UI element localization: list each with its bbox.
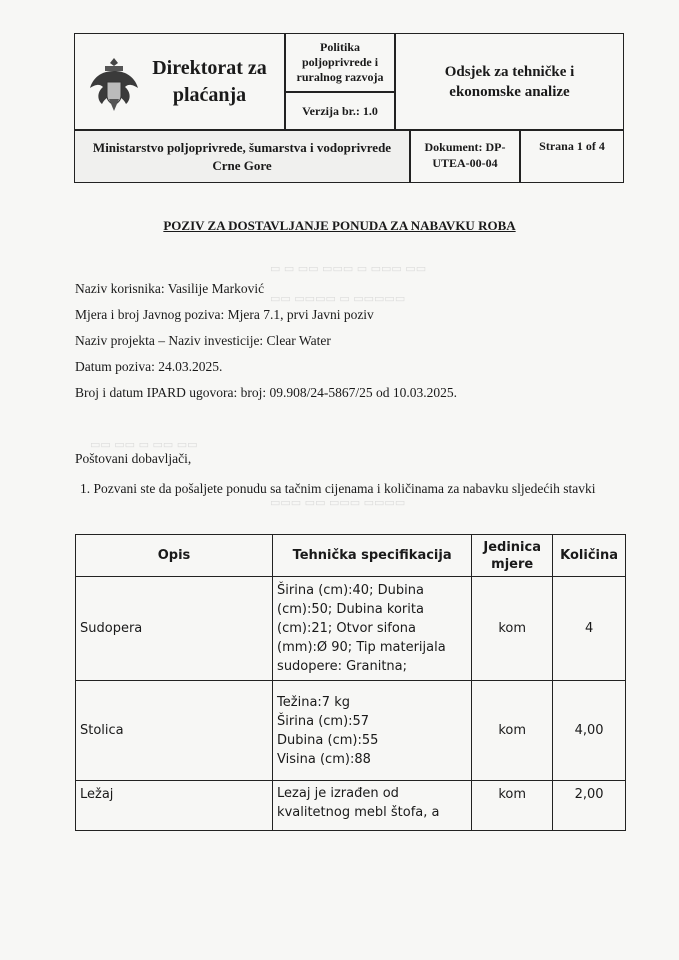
document-code: Dokument: DP-UTEA-00-04 <box>424 140 506 170</box>
table-row <box>76 781 626 831</box>
policy-cell <box>285 34 395 92</box>
spec-line: Širina (cm):57 <box>277 713 370 729</box>
policy-text: Politika poljoprivrede i ruralnog razvoja <box>296 40 384 84</box>
ministry-cell <box>75 130 410 182</box>
item-spec <box>273 577 472 681</box>
item-opis: Ležaj <box>76 781 273 831</box>
ministry-text: Ministarstvo poljoprivrede, šumarstva i vodoprivrede Crne Gore <box>92 139 392 173</box>
item-unit: kom <box>472 681 553 781</box>
department-cell <box>395 34 623 130</box>
bleed-through: ▭▭▭ ▭▭ ▭▭▭ ▭▭▭▭ <box>270 496 406 509</box>
page-cell <box>520 130 623 182</box>
project-field: Naziv projekta – Naziv investicije: Clear Water <box>75 333 331 348</box>
item-opis: Sudopera <box>76 577 273 681</box>
table-row <box>76 577 626 681</box>
instruction: 1. Pozvani ste da pošaljete ponudu sa tačnim cijenama i količinama za nabavku sljedećih stavki <box>80 481 596 496</box>
beneficiary-field: Naziv korisnika: Vasilije Marković <box>75 281 265 296</box>
item-unit: kom <box>472 781 553 831</box>
bleed-through: ▭▭ ▭▭▭▭ ▭ ▭▭▭▭▭ <box>270 292 406 305</box>
measure-field: Mjera i broj Javnog poziva: Mjera 7.1, prvi Javni poziv <box>75 307 374 322</box>
item-qty: 4 <box>553 577 626 681</box>
version-text: Verzija br.: 1.0 <box>302 103 378 118</box>
col-qty: Količina <box>553 535 626 577</box>
spec-line: Visina (cm):88 <box>277 751 371 767</box>
item-opis: Stolica <box>76 681 273 781</box>
organization-name: Direktorat za plaćanja <box>152 56 267 106</box>
spec-line: (mm):Ø 90; Tip materijala <box>277 640 446 655</box>
greeting: Poštovani dobavljači, <box>75 451 192 466</box>
items-table <box>75 534 626 831</box>
contract-field: Broj i datum IPARD ugovora: broj: 09.908/24-5867/25 od 10.03.2025. <box>75 385 457 400</box>
item-unit: kom <box>472 577 553 681</box>
table-header-row <box>76 535 626 577</box>
spec-line: Dubina (cm):55 <box>277 732 379 748</box>
item-qty: 4,00 <box>553 681 626 781</box>
bleed-through: ▭ ▭ ▭▭ ▭▭▭ ▭ ▭▭▭ ▭▭ <box>270 262 427 275</box>
spec-line: Lezaj je izrađen od <box>277 786 399 801</box>
item-spec <box>273 781 472 831</box>
page-title: POZIV ZA DOSTAVLJANJE PONUDA ZA NABAVKU ROBA <box>163 218 516 233</box>
organization-cell <box>75 34 285 130</box>
coat-of-arms-icon <box>87 54 141 116</box>
spec-line: sudopere: Granitna; <box>277 659 408 674</box>
spec-line: kvalitetnog mebl štofa, a <box>277 805 440 820</box>
page-number: Strana 1 of 4 <box>539 139 605 153</box>
bleed-through: ▭▭ ▭▭ ▭ ▭▭ ▭▭ <box>90 438 198 451</box>
item-spec <box>273 681 472 781</box>
version-cell <box>285 92 395 130</box>
item-qty: 2,00 <box>553 781 626 831</box>
col-unit: Jedinica mjere <box>472 535 553 577</box>
spec-line: Širina (cm):40; Dubina <box>277 583 424 598</box>
spec-line: (cm):21; Otvor sifona <box>277 621 417 636</box>
table-row <box>76 681 626 781</box>
date-field: Datum poziva: 24.03.2025. <box>75 359 223 374</box>
document-cell <box>410 130 520 182</box>
col-opis: Opis <box>76 535 273 577</box>
department-text: Odsjek za tehničke i ekonomske analize <box>444 63 575 100</box>
col-spec: Tehnička specifikacija <box>273 535 472 577</box>
document-header <box>74 33 624 183</box>
spec-line: Težina:7 kg <box>277 694 350 710</box>
spec-line: (cm):50; Dubina korita <box>277 602 424 617</box>
